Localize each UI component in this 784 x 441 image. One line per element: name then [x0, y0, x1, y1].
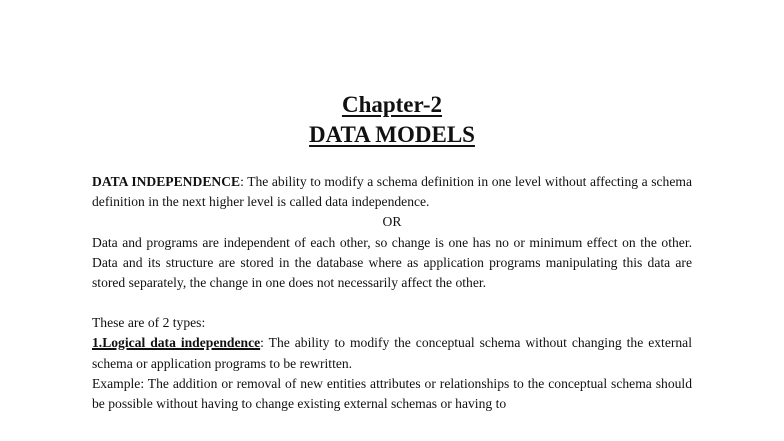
data-independence-paragraph [92, 172, 692, 212]
logical-independence-term: 1.Logical data independence [92, 335, 261, 351]
body-section [92, 172, 692, 414]
or-separator: OR [382, 214, 402, 230]
data-independence-definition: : The ability to modify a schema definition in one level without affecting a schema definition in the next higher level is called data independence. [92, 174, 692, 210]
paragraph-gap [92, 293, 692, 313]
types-intro: These are of 2 types: [92, 315, 206, 331]
logical-independence-definition: : The ability to modify the conceptual schema without changing the external schema or application programs to be rewritten. [92, 335, 692, 371]
chapter-title: Chapter-2 [341, 92, 443, 117]
data-independence-term: DATA INDEPENDENCE [92, 174, 241, 189]
data-independence-alt-paragraph: Data and programs are independent of each other, so change is one has no or minimum effect on the other. Data and its structure are stored in the database where as application programs manipulating this data are stored separately, the change in one does not necessarily affect the other. [92, 234, 692, 291]
logical-independence-paragraph [92, 333, 692, 373]
logical-independence-example: Example: The addition or removal of new entities attributes or relationships to the conceptual schema should be possible without having to change existing external schemas or having to [92, 375, 692, 412]
chapter-subtitle: DATA MODELS [309, 122, 475, 147]
